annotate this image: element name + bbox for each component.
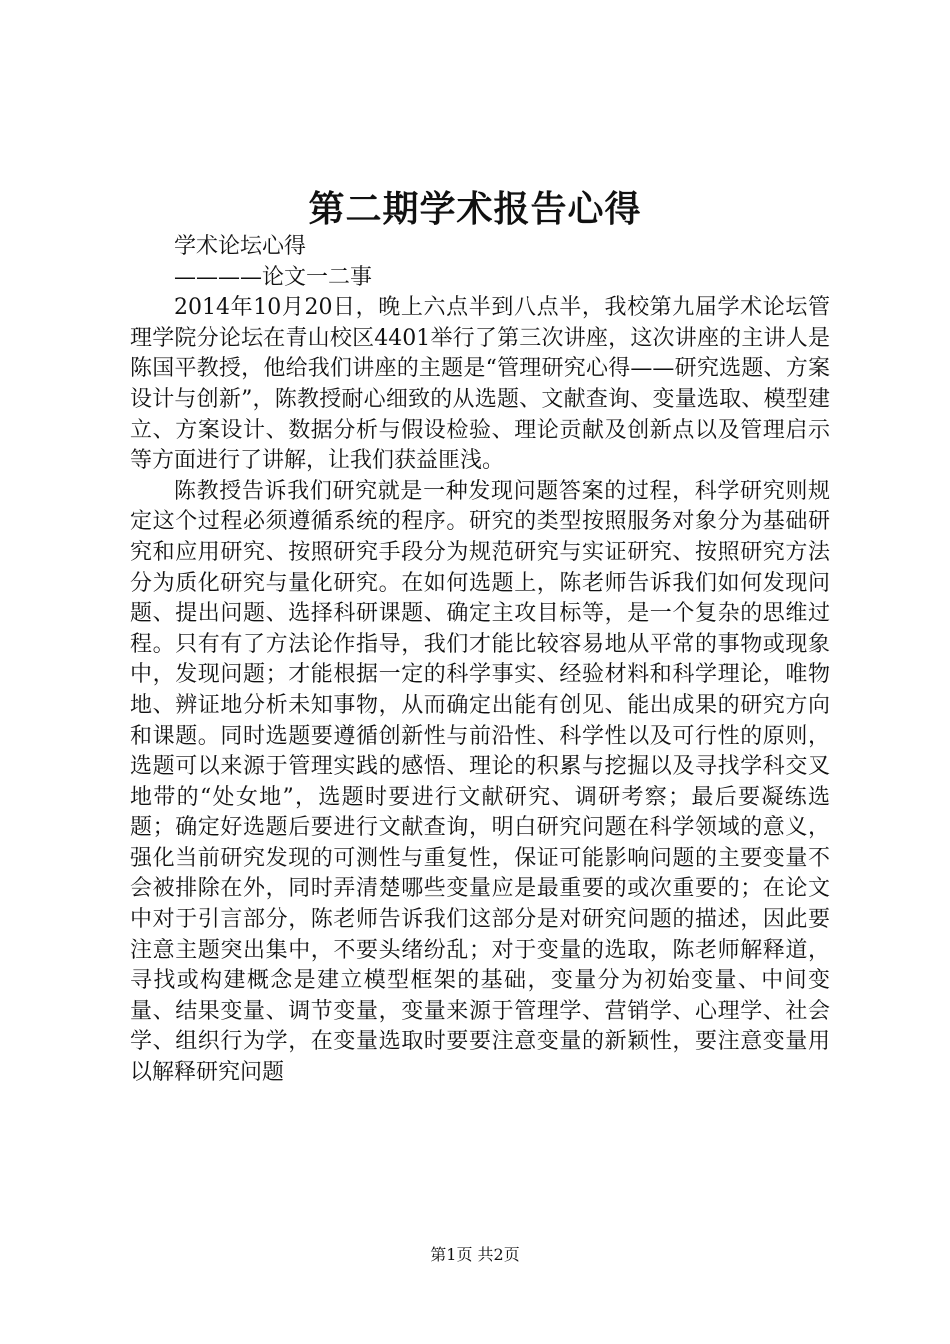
subtitle-line-2: ————论文一二事 — [174, 264, 373, 290]
document-title: 第二期学术报告心得 — [308, 189, 642, 230]
document-body — [130, 232, 830, 1089]
page-footer: 第1页 共2页 — [430, 1245, 520, 1264]
body-paragraph-1: 2014年10月20日，晚上六点半到八点半，我校第九届学术论坛管理学院分论坛在青山校区4401举行了第三次讲座，这次讲座的主讲人是陈国平教授，他给我们讲座的主题是“管理研究心得——研究选题、方案设计与创新”，陈教授耐心细致的从选题、文献查询、变量选取、模型建立、方案设计、数据分析与假设检验、理论贡献及创新点以及管理启示等方面进行了讲解，让我们获益匪浅。 — [130, 295, 830, 474]
subtitle-line: 学术论坛心得 — [174, 234, 307, 259]
body-paragraph-2: 陈教授告诉我们研究就是一种发现问题答案的过程，科学研究则规定这个过程必须遵循系统的程序。研究的类型按照服务对象分为基础研究和应用研究、按照研究手段分为规范研究与实证研究、按照研究方法分为质化研究与量化研究。在如何选题上，陈老师告诉我们如何发现问题、提出问题、选择科研课题、确定主攻目标等，是一个复杂的思维过程。只有有了方法论作指导，我们才能比较容易地从平常的事物或现象中，发现问题；才能根据一定的科学事实、经验材料和科学理论，唯物地、辨证地分析未知事物，从而确定出能有创见、能出成果的研究方向和课题。同时选题要遵循创新性与前沿性、科学性以及可行性的原则，选题可以来源于管理实践的感悟、理论的积累与挖掘以及寻找学科交叉地带的“处女地”，选题时要进行文献研究、调研考察；最后要凝练选题；确定好选题后要进行文献查询，明白研究问题在科学领域的意义，强化当前研究发现的可测性与重复性，保证可能影响问题的主要变量不会被排除在外，同时弄清楚哪些变量应是最重要的或次重要的；在论文中对于引言部分，陈老师告诉我们这部分是对研究问题的描述，因此要注意主题突出集中，不要头绪纷乱；对于变量的选取，陈老师解释道，寻找或构建概念是建立模型框架的基础，变量分为初始变量、中间变量、结果变量、调节变量，变量来源于管理学、营销学、心理学、社会学、组织行为学，在变量选取时要要注意变量的新颖性，要注意变量用以解释研究问题 — [130, 478, 830, 1086]
